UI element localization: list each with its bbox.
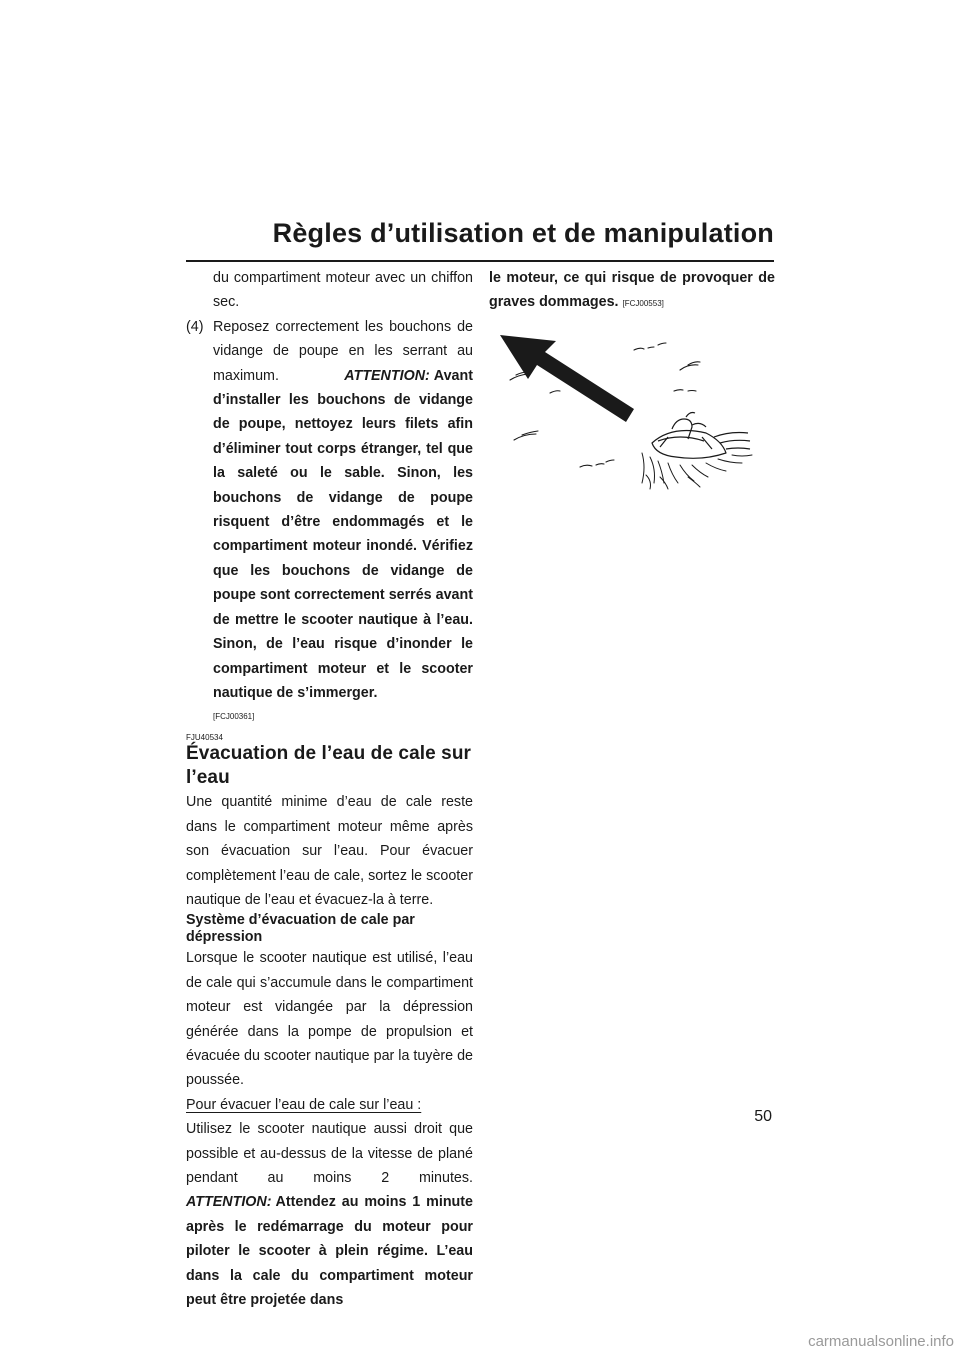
procedure-text: Utilisez le scooter nautique aussi droit que possible et au-dessus de la vitesse de plané pendant au moins 2 minutes. <box>186 1121 473 1186</box>
reference-code: [FCJ00361] <box>213 712 255 722</box>
attention-label: ATTENTION: <box>344 367 430 384</box>
watercraft-arrow-icon <box>492 325 778 510</box>
arrow-icon <box>500 335 634 422</box>
title-rule <box>186 260 774 262</box>
right-column <box>489 266 775 317</box>
watercraft-icon <box>652 413 750 459</box>
reference-code-2: [FCJ00553] <box>622 299 664 309</box>
section-code: FJU40534 <box>186 733 223 743</box>
left-column <box>186 266 473 1312</box>
page-number: 50 <box>754 1108 772 1125</box>
attention-label-2: ATTENTION: <box>186 1194 272 1211</box>
attention-text-2: Attendez au moins 1 minute après le redémarrage du moteur pour piloter le scooter à plein régime. L’eau dans la cale du compartiment moteur peut être projetée dans <box>186 1194 473 1309</box>
procedure-title: Pour évacuer l’eau de cale sur l’eau : <box>186 1096 422 1113</box>
section-title: Évacuation de l’eau de cale sur l’eau <box>186 743 472 789</box>
step-number: (4) <box>186 318 204 335</box>
subheading: Système d’évacuation de cale par dépression <box>186 912 415 946</box>
step-text <box>213 315 473 706</box>
step-4 <box>186 315 473 706</box>
step-continuation: du compartiment moteur avec un chiffon sec. <box>213 270 473 311</box>
attention-text: Avant d’installer les bouchons de vidange de poupe, nettoyez leurs filets afin d’éliminer tout corps étranger, tel que la saleté ou le sable. Sinon, les bouchons de vidange de poupe risquent d’être endommagés et le compartiment moteur inondé. Vérifiez que les bouchons de vidange de poupe sont correctement serrés avant de mettre le scooter nautique à l’eau. Sinon, de l’eau risque d’inonder le compartiment moteur et le scooter nautique de s’immerger. <box>213 367 473 701</box>
subheading-body: Lorsque le scooter nautique est utilisé, l’eau de cale qui s’accumule dans le compartiment moteur est vidangée par la dépression générée dans la pompe de propulsion et évacuée du scooter nautique par la tuyère de poussée. <box>186 950 473 1089</box>
attention-continuation: le moteur, ce qui risque de provoquer de graves dommages. <box>489 270 775 311</box>
page-title: Règles d’utilisation et de manipulation <box>272 218 774 248</box>
attention-continuation-block <box>489 266 775 317</box>
procedure-text-block <box>186 1117 473 1312</box>
watermark: carmanualsonline.info <box>808 1333 954 1350</box>
section-intro: Une quantité minime d’eau de cale reste dans le compartiment moteur même après son évacuation sur l’eau. Pour évacuer complètement l’eau de cale, sortez le scooter nautique de l’eau et évacuez-la à terre. <box>186 794 473 908</box>
step-4-text: Reposez correctement les bouchons de vidange de poupe en les serrant au maximum. <box>213 318 473 384</box>
